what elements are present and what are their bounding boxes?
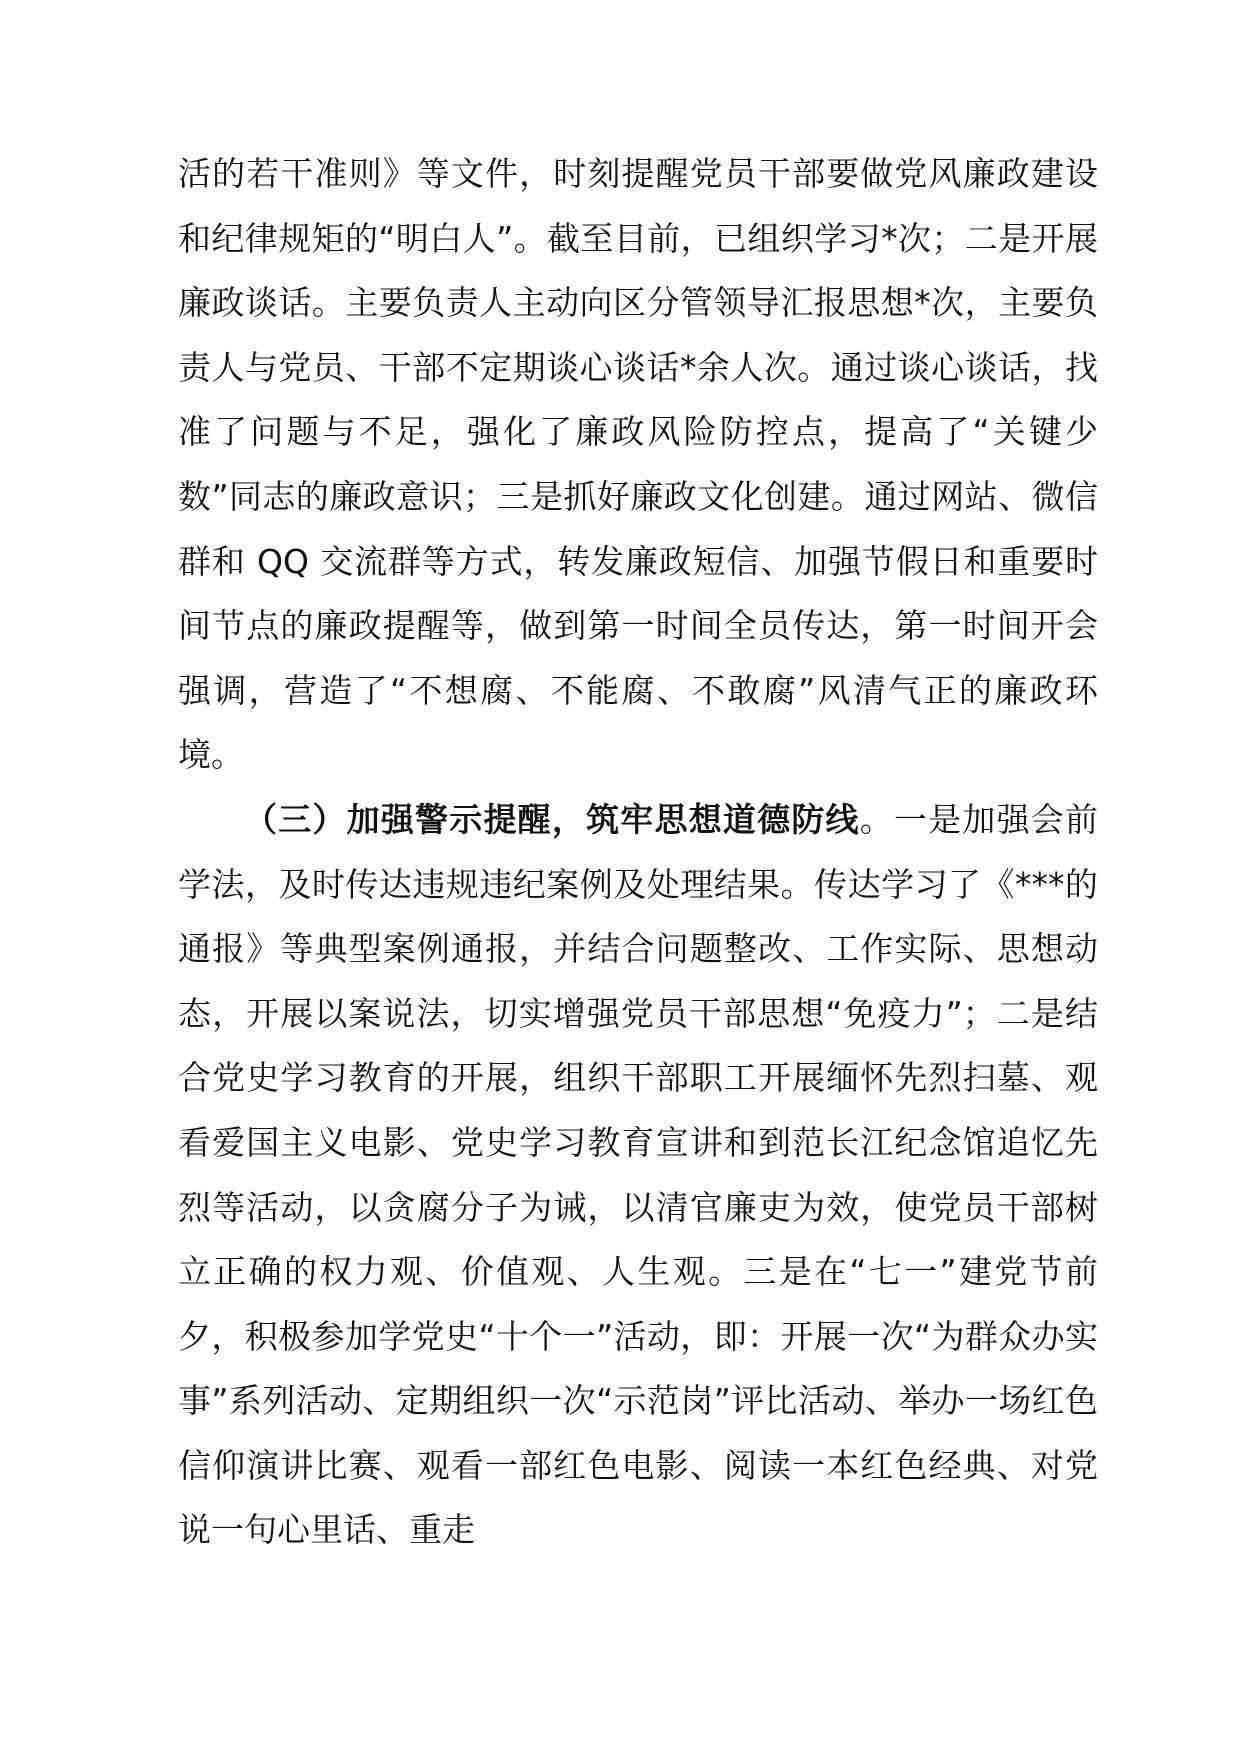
- section-heading: （三）加强警示提醒，筑牢思想道德防线: [244, 799, 860, 839]
- document-body: [178, 142, 1098, 1563]
- paragraph-continuation: 活的若干准则》等文件，时刻提醒党员干部要做党风廉政建设和纪律规矩的“明白人”。截至目前，已组织学习*次；二是开展廉政谈话。主要负责人主动向区分管领导汇报思想*次，主要负责人与党员、干部不定期谈心谈话*余人次。通过谈心谈话，找准了问题与不足，强化了廉政风险防控点，提高了“关键少数”同志的廉政意识；三是抓好廉政文化创建。通过网站、微信群和 QQ 交流群等方式，转发廉政短信、加强节假日和重要时间节点的廉政提醒等，做到第一时间全员传达，第一时间开会强调，营造了“不想腐、不能腐、不敢腐”风清气正的廉政环境。: [178, 154, 1098, 775]
- section-heading-punct: 。: [859, 799, 894, 839]
- paragraph-section-three: [178, 788, 1098, 1563]
- section-body: 一是加强会前学法，及时传达违规违纪案例及处理结果。传达学习了《***的通报》等典型案例通报，并结合问题整改、工作实际、思想动态，开展以案说法，切实增强党员干部思想“免疫力”；二是结合党史学习教育的开展，组织干部职工开展缅怀先烈扫墓、观看爱国主义电影、党史学习教育宣讲和到范长江纪念馆追忆先烈等活动，以贪腐分子为诫，以清官廉吏为效，使党员干部树立正确的权力观、价值观、人生观。三是在“七一”建党节前夕，积极参加学党史“十个一”活动，即：开展一次“为群众办实事”系列活动、定期组织一次“示范岗”评比活动、举办一场红色信仰演讲比赛、观看一部红色电影、阅读一本红色经典、对党说一句心里话、重走: [178, 799, 1099, 1550]
